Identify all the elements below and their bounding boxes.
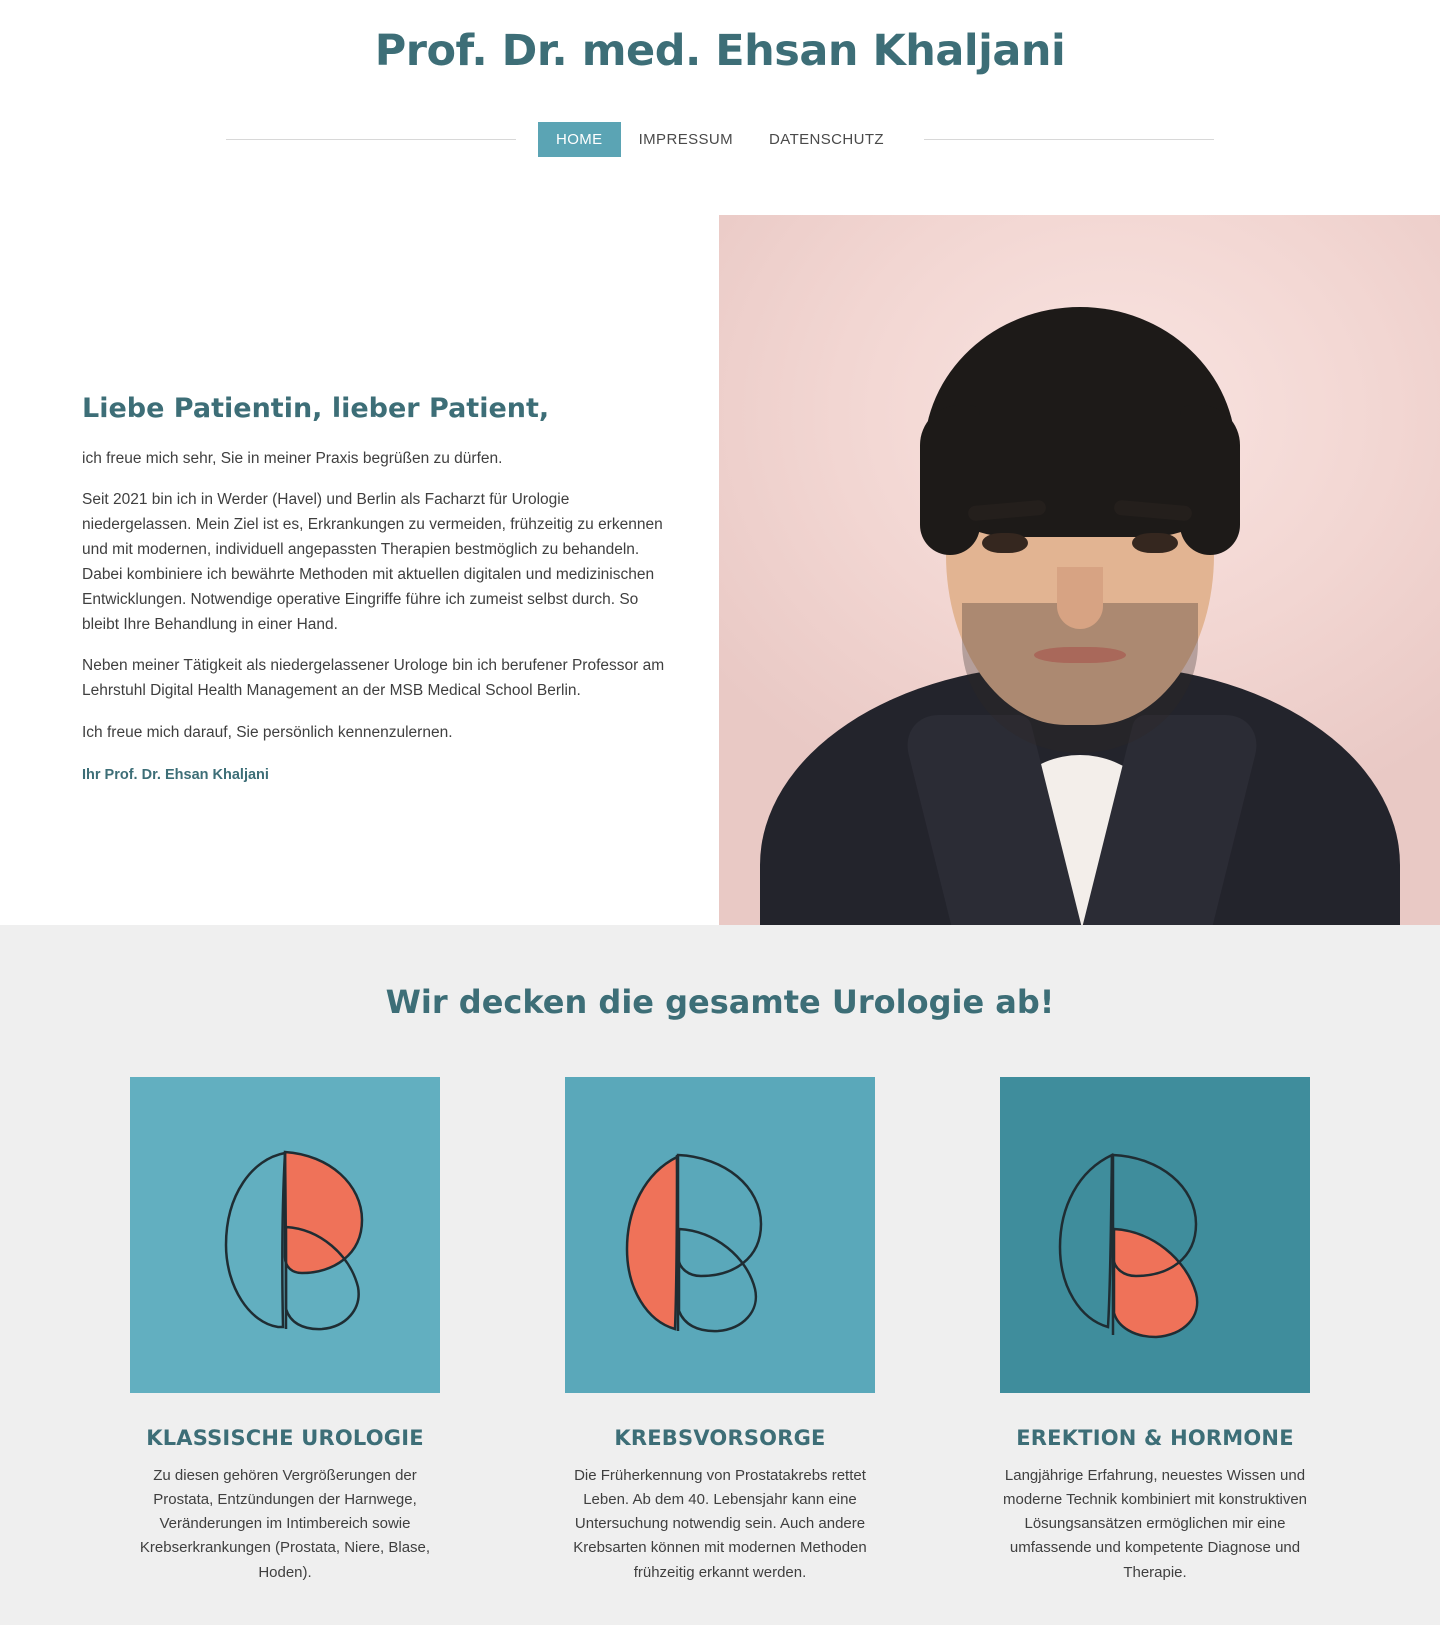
- service-card-text: Zu diesen gehören Vergrößerungen der Prostata, Entzündungen der Harnwege, Veränderungen im Intimbereich sowie Krebserkrankungen (Prostata, Niere, Blase, Hoden).: [139, 1466, 431, 1581]
- portrait-eye-right: [1132, 533, 1178, 553]
- hero-paragraph-1: ich freue mich sehr, Sie in meiner Praxis begrüßen zu dürfen.: [82, 449, 503, 467]
- portrait-illustration: [719, 215, 1440, 925]
- service-card-text: Langjährige Erfahrung, neuestes Wissen und moderne Technik kombiniert mit konstruktiven Lösungsansätzen ermöglichen mir eine umfassende und kompetente Diagnose und Therapie.: [1002, 1466, 1308, 1581]
- services-section: [0, 925, 1440, 1625]
- service-card-title: KREBSVORSORGE: [614, 1425, 826, 1450]
- hero-text-block: [82, 393, 672, 783]
- hero-signature: Ihr Prof. Dr. Ehsan Khaljani: [82, 766, 269, 783]
- page-title: Prof. Dr. med. Ehsan Khaljani: [374, 26, 1066, 76]
- kidney-logo-icon: [130, 1077, 440, 1393]
- nav-divider-left: [226, 139, 516, 140]
- portrait-eye-left: [982, 533, 1028, 553]
- nav-item-home[interactable]: HOME: [538, 122, 621, 157]
- portrait-mouth: [1034, 647, 1126, 663]
- service-card-title: EREKTION & HORMONE: [1016, 1425, 1294, 1450]
- site-header: [0, 0, 1440, 78]
- portrait-photo: [719, 215, 1440, 925]
- service-card-erektion-hormone[interactable]: [1000, 1077, 1310, 1585]
- nav-item-datenschutz[interactable]: DATENSCHUTZ: [769, 130, 884, 148]
- portrait-hair-right: [1180, 405, 1240, 555]
- nav-item-impressum[interactable]: IMPRESSUM: [638, 130, 734, 148]
- portrait-hair-left: [920, 405, 980, 555]
- service-card-title: KLASSISCHE UROLOGIE: [146, 1425, 424, 1450]
- hero-paragraph-2: Seit 2021 bin ich in Werder (Havel) und Berlin als Facharzt für Urologie niedergelassen. Mein Ziel ist es, Erkrankungen zu vermeiden, frühzeitig zu erkennen und mit modernen, individuell angepassten Therapien bestmöglich zu behandeln. Dabei kombiniere ich bewährte Methoden mit aktuellen digitalen und medizinischen Entwicklungen. Notwendige operative Eingriffe führe ich zumeist selbst durch. So bleibt Ihre Behandlung in einer Hand.: [82, 490, 663, 634]
- services-cards: [0, 1077, 1440, 1585]
- service-card-klassische-urologie[interactable]: [130, 1077, 440, 1585]
- portrait-nose: [1057, 567, 1103, 629]
- nav-divider-right: [924, 139, 1214, 140]
- hero-paragraph-4: Ich freue mich darauf, Sie persönlich kennenzulernen.: [82, 723, 453, 741]
- main-navigation: [0, 122, 1440, 157]
- nav-items: [538, 122, 902, 157]
- service-card-krebsvorsorge[interactable]: [565, 1077, 875, 1585]
- kidney-logo-icon: [1000, 1077, 1310, 1393]
- kidney-logo-icon: [565, 1077, 875, 1393]
- hero-heading: Liebe Patientin, lieber Patient,: [82, 392, 550, 424]
- hero-paragraph-3: Neben meiner Tätigkeit als niedergelassener Urologe bin ich berufener Professor am Lehrstuhl Digital Health Management an der MSB Medical School Berlin.: [82, 657, 665, 700]
- service-card-text: Die Früherkennung von Prostatakrebs rettet Leben. Ab dem 40. Lebensjahr kann eine Untersuchung notwendig sein. Auch andere Krebsarten können mit modernen Methoden frühzeitig erkannt werden.: [573, 1466, 867, 1581]
- hero-section: [0, 215, 1440, 925]
- services-title: Wir decken die gesamte Urologie ab!: [385, 982, 1055, 1021]
